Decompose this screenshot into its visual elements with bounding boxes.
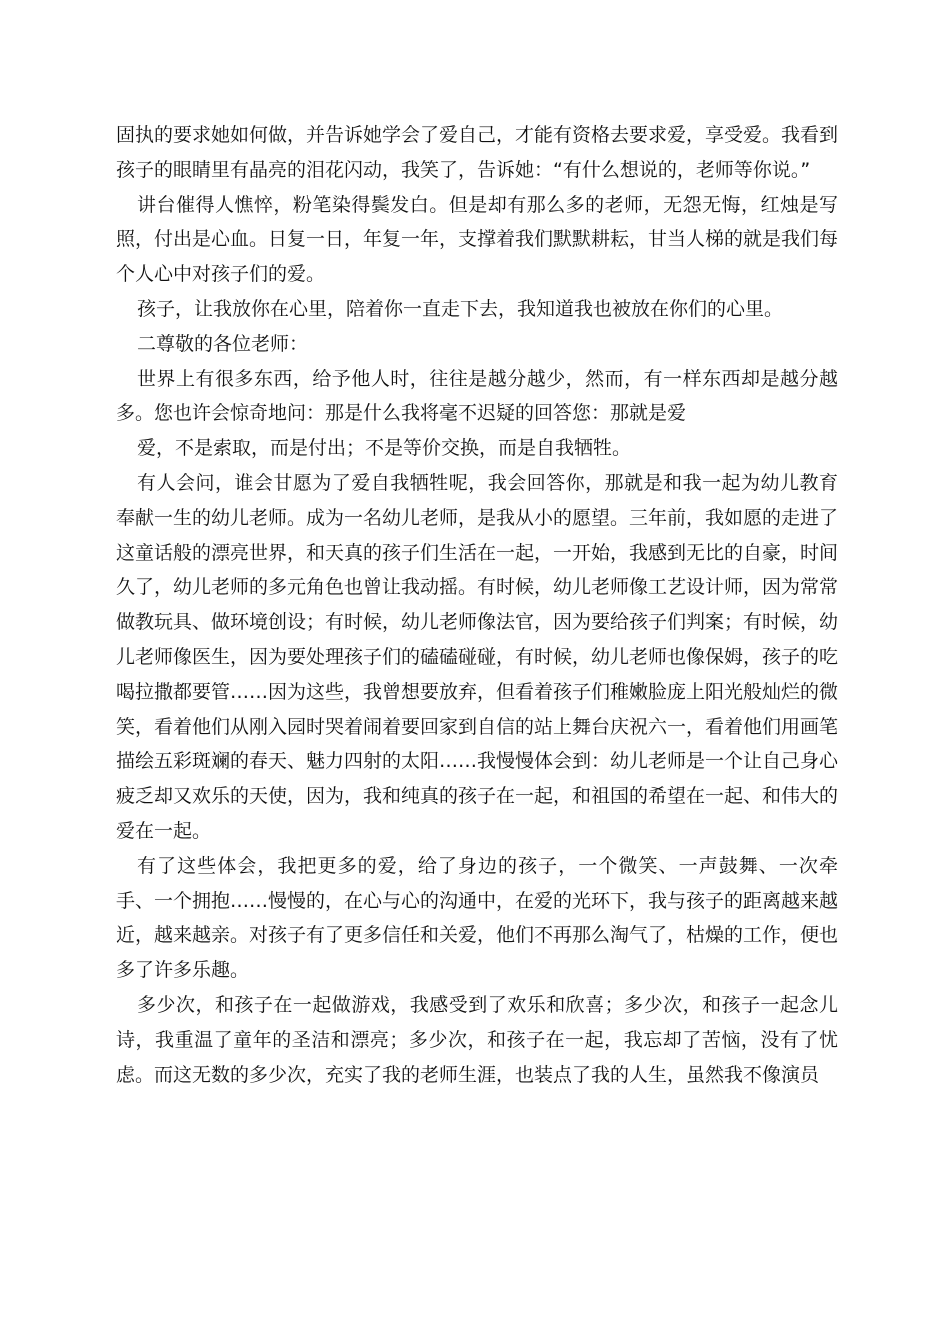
paragraph: 爱，不是索取，而是付出；不是等价交换，而是自我牺牲。	[137, 437, 632, 460]
paragraph: 固执的要求她如何做，并告诉她学会了爱自己，才能有资格去要求爱，享受爱。我看到孩子的眼睛里有晶亮的泪花闪动，我笑了，告诉她：“有什么想说的，老师等你说。”	[116, 124, 839, 181]
paragraph: 孩子，让我放你在心里，陪着你一直走下去，我知道我也被放在你们的心里。	[137, 297, 784, 320]
section-heading: 二尊敬的各位老师：	[137, 332, 309, 355]
paragraph: 有了这些体会，我把更多的爱，给了身边的孩子，一个微笑、一声鼓舞、一次牵手、一个拥抱……慢慢的，在心与心的沟通中，在爱的光环下，我与孩子的距离越来越近，越来越亲。对孩子有了更多信任和关爱，他们不再那么淘气了，枯燥的工作，便也多了许多乐趣。	[116, 854, 839, 982]
paragraph: 多少次，和孩子在一起做游戏，我感受到了欢乐和欣喜；多少次，和孩子一起念儿诗，我重温了童年的圣洁和漂亮；多少次，和孩子在一起，我忘却了苦恼，没有了忧虑。而这无数的多少次，充实了我的老师生涯，也装点了我的人生，虽然我不像演员	[116, 993, 838, 1086]
paragraph: 有人会问，谁会甘愿为了爱自我牺牲呢，我会回答你，那就是和我一起为幼儿教育奉献一生的幼儿老师。成为一名幼儿老师，是我从小的愿望。三年前，我如愿的走进了这童话般的漂亮世界，和天真的孩子们生活在一起，一开始，我感到无比的自豪，时间久了，幼儿老师的多元角色也曾让我动摇。有时候，幼儿老师像工艺设计师，因为常常做教玩具、做环境创设；有时候，幼儿老师像法官，因为要给孩子们判案；有时候，幼儿老师像医生，因为要处理孩子们的磕磕碰碰，有时候，幼儿老师也像保姆，孩子的吃喝拉撒都要管……因为这些，我曾想要放弃，但看着孩子们稚嫩脸庞上阳光般灿烂的微笑，看着他们从刚入园时哭着闹着要回家到自信的站上舞台庆祝六一，看着他们用画笔描绘五彩斑斓的春天、魅力四射的太阳……我慢慢体会到：幼儿老师是一个让自己身心疲乏却又欢乐的天使，因为，我和纯真的孩子在一起，和祖国的希望在一起、和伟大的爱在一起。	[116, 471, 839, 842]
paragraph: 讲台催得人憔悴，粉笔染得鬓发白。但是却有那么多的老师，无怨无悔，红烛是写照，付出是心血。日复一日，年复一年，支撑着我们默默耕耘，甘当人梯的就是我们每个人心中对孩子们的爱。	[116, 193, 839, 286]
paragraph: 世界上有很多东西，给予他人时，往往是越分越少，然而，有一样东西却是越分越多。您也许会惊奇地问：那是什么我将毫不迟疑的回答您：那就是爱	[116, 367, 838, 425]
document-body	[116, 118, 838, 1092]
